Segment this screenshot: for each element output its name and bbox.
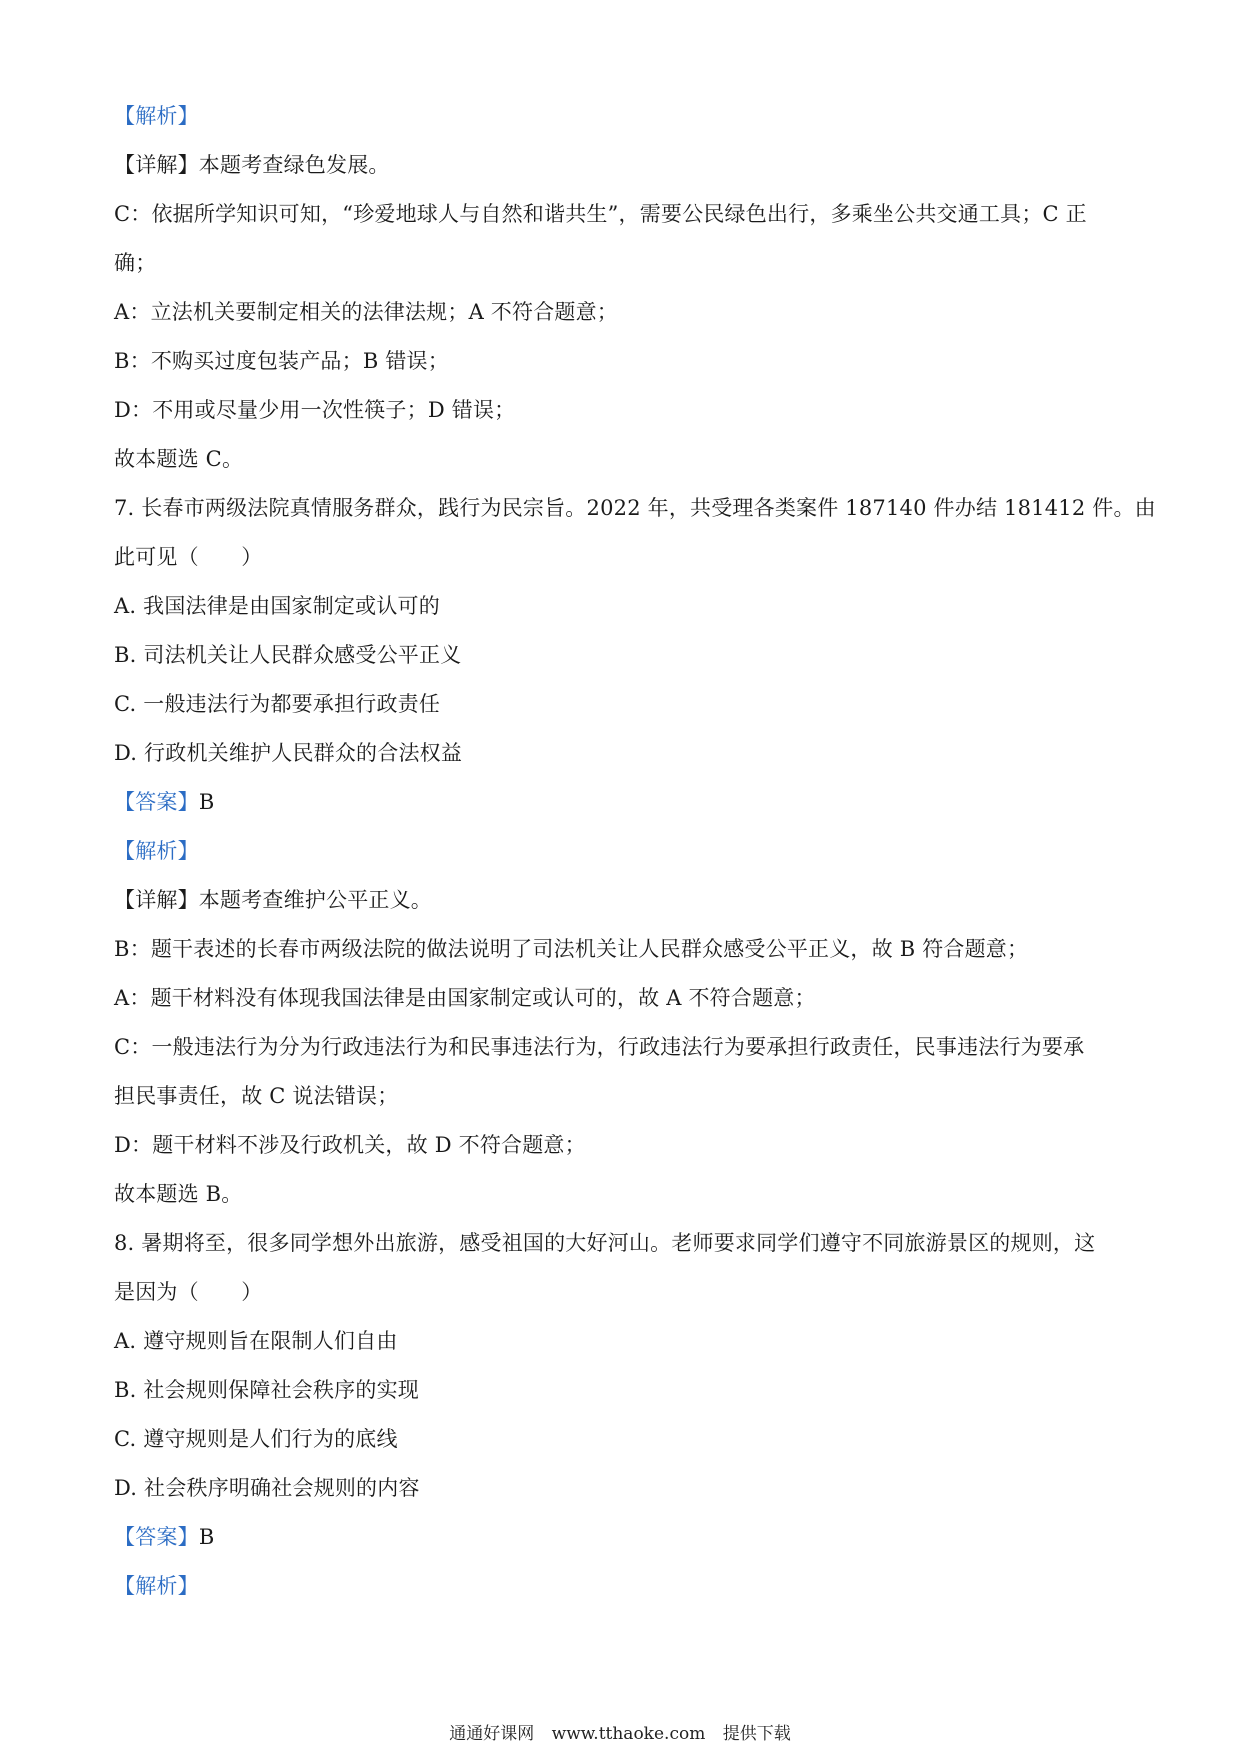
section-label: 【解析】 <box>114 104 199 128</box>
answer-option: D. 社会秩序明确社会规则的内容 <box>114 1476 420 1500</box>
text-line: A：题干材料没有体现我国法律是由国家制定或认可的，故 A 不符合题意； <box>114 986 816 1010</box>
answer-option: C. 一般违法行为都要承担行政责任 <box>114 692 441 716</box>
text-line: B：题干表述的长春市两级法院的做法说明了司法机关让人民群众感受公平正义，故 B 符合题意； <box>114 937 1029 961</box>
text-line: 担民事责任，故 C 说法错误； <box>114 1084 399 1108</box>
answer-line: 【答案】B <box>114 790 215 814</box>
text-line: B：不购买过度包装产品；B 错误； <box>114 349 449 373</box>
footer-url[interactable]: www.tthaoke.com <box>551 1724 706 1744</box>
text-line <box>114 836 199 866</box>
page-footer <box>0 1722 1240 1746</box>
text-line <box>114 1571 199 1601</box>
section-label: 【答案】 <box>114 1525 199 1549</box>
answer-option: A. 我国法律是由国家制定或认可的 <box>114 594 440 618</box>
footer-site-name: 通通好课网 <box>449 1724 535 1744</box>
text-line: D：不用或尽量少用一次性筷子；D 错误； <box>114 398 516 422</box>
answer-option: D. 行政机关维护人民群众的合法权益 <box>114 741 463 765</box>
text-line: 故本题选 B。 <box>114 1182 243 1206</box>
section-label: 【答案】 <box>114 790 199 814</box>
footer-note: 提供下载 <box>722 1724 791 1744</box>
text-line: 故本题选 C。 <box>114 447 244 471</box>
text-line: A：立法机关要制定相关的法律法规；A 不符合题意； <box>114 300 619 324</box>
question-stem: 8. 暑期将至，很多同学想外出旅游，感受祖国的大好河山。老师要求同学们遵守不同旅游景区的规则，这 <box>114 1231 1096 1255</box>
text-line: 【详解】本题考查绿色发展。 <box>114 153 390 177</box>
answer-option: A. 遵守规则旨在限制人们自由 <box>114 1329 398 1353</box>
text-line: 确； <box>114 251 157 275</box>
text-line: C：一般违法行为分为行政违法行为和民事违法行为，行政违法行为要承担行政责任，民事违法行为要承 <box>114 1035 1085 1059</box>
question-stem: 此可见（ ） <box>114 545 263 569</box>
answer-line: 【答案】B <box>114 1525 215 1549</box>
answer-option: C. 遵守规则是人们行为的底线 <box>114 1427 398 1451</box>
text-line: C：依据所学知识可知，“珍爱地球人与自然和谐共生”，需要公民绿色出行，多乘坐公共交通工具；C 正 <box>114 202 1087 226</box>
text-line: 【详解】本题考查维护公平正义。 <box>114 888 432 912</box>
text-line <box>114 101 199 131</box>
question-stem: 7. 长春市两级法院真情服务群众，践行为民宗旨。2022 年，共受理各类案件 187140 件办结 181412 件。由 <box>114 496 1156 520</box>
section-label: 【解析】 <box>114 839 199 863</box>
answer-option: B. 社会规则保障社会秩序的实现 <box>114 1378 419 1402</box>
section-label: 【解析】 <box>114 1574 199 1598</box>
text-line: D：题干材料不涉及行政机关，故 D 不符合题意； <box>114 1133 586 1157</box>
answer-option: B. 司法机关让人民群众感受公平正义 <box>114 643 462 667</box>
question-stem: 是因为（ ） <box>114 1280 263 1304</box>
